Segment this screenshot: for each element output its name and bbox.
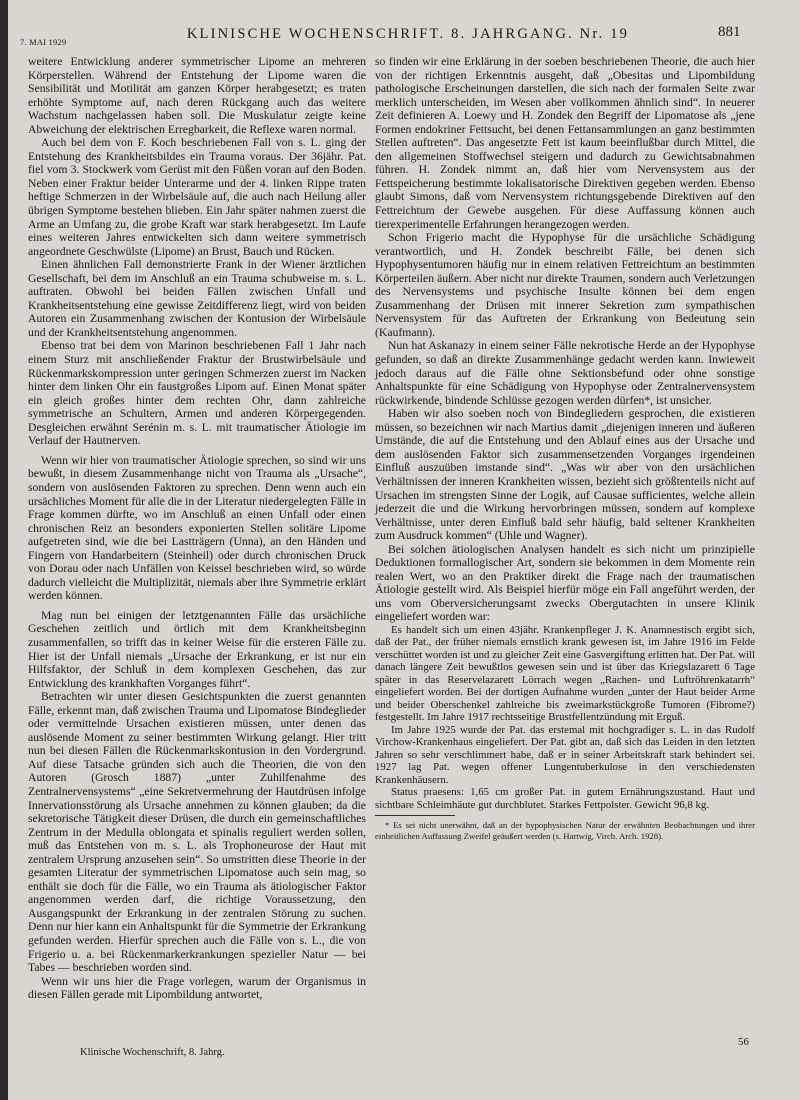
paragraph: Betrachten wir unter diesen Gesichtspunkten die zuerst genannten Fälle, erkennt man, daß zwischen Trauma und Lipomatose Bindeglieder oder vermittelnde Ursachen existieren müssen, unter denen das auslösende Moment zu seiner bestimmten Wirkung gelangt. Hier tritt nun bei diesen Fällen die Rückenmarkskontusion in den Vordergrund. Auf diese Tatsache gründen sich auch die Theorien, die von den Autoren (Grosch 1887) „unter Zuhilfenahme des Zentralnervensystems“ „eine Sekretvermehrung der Hautdrüsen infolge Innervationsstörung als Ursache annehmen zu können glauben; da die sekretorische Tätigkeit dieser Drüsen, die durch ein gemeinschaftliches Zentrum in der Medulla oblongata et spinalis reguliert werden sollen, muß das Entstehen von m. s. L. als Trophoneurose der Haut mit zentralem Ursprung anzusehen sein“. So umstritten diese Theorie in der gesamten Literatur der symmetrischen Lipomatose auch sein mag, so enthält sie doch für die Fälle, wo ein Trauma als ätiologischer Faktor angenommen werden darf, die richtige Voraussetzung, den Ausgangspunkt der Erkrankung in der zentralen Störung zu suchen. Denn nur hier kann ein Anhaltspunkt für die Symmetrie der Erkrankung gefunden werden. Hierfür sprechen auch die Fälle von s. L., die von Frigerio u. a. bei Rückenmarkerkrankungen spezieller Natur — bei Tabes — beschrieben worden sind. xyxy=(28,690,366,975)
document-page xyxy=(8,0,800,1100)
paragraph: Einen ähnlichen Fall demonstrierte Frank in der Wiener ärztlichen Gesellschaft, bei dem im Anschluß an ein Trauma schubweise m. s. L. auftraten. Obwohl bei beiden Fällen zwischen Unfall und Krankheitsentstehung eine gewisse Zeitdifferenz liegt, wird von beiden Autoren ein Zusammenhang zwischen der Kontusion der Wirbelsäule und der Krankheitsentstehung angenommen. xyxy=(28,258,366,339)
paragraph: Ebenso trat bei dem von Marinon beschriebenen Fall 1 Jahr nach einem Sturz mit anschließender Fraktur der Brustwirbelsäule und Rückenmarkskompression unter geringen Schmerzen zuerst im Nacken hinter dem linken Ohr ein faustgroßes Lipom auf. Einen Monat später ein gleich großes hinter dem rechten Ohr, dann zahlreiche symmetrische an Schultern, Armen und anderen Körpergegenden. Desgleichen erwähnt Serénin m. s. L. mit traumatischer Ätiologie im Verlauf der Hautnerven. xyxy=(28,339,366,448)
journal-header: KLINISCHE WOCHENSCHRIFT. 8. JAHRGANG. Nr. 19 xyxy=(186,26,630,42)
footer-journal: Klinische Wochenschrift, 8. Jahrg. xyxy=(80,1047,225,1058)
left-column xyxy=(28,55,366,1002)
case-report-paragraph: Es handelt sich um einen 43jähr. Krankenpfleger J. K. Anamnestisch ergibt sich, daß der Pat., der früher niemals ernstlich krank gewesen ist, im Jahre 1916 im Felde verschüttet worden ist und zu gleicher Zeit eine Gasvergiftung erlitten hat. Der Pat. will danach längere Zeit bewußtlos gewesen sein und ist über das Kriegslazarett 6 Tage später in das Reservelazarett Lörrach wegen „Rachen- und Luftröhrenkatarrh“ eingeliefert worden. Bei der dortigen Aufnahme wurden „unter der Haut beider Arme und beider Oberschenkel zahlreiche bis zweimarkstückgroße Tumoren (Fibrome?) festgestellt. Im Jahre 1917 rechtsseitige Brustfellentzündung mit Erguß. xyxy=(375,623,755,724)
paragraph: Bei solchen ätiologischen Analysen handelt es sich nicht um prinzipielle Deduktionen formallogischer Art, sondern sie bekommen in dem Momente rein realen Wert, wo an den Praktiker direkt die Frage nach der traumatischen Ätiologie gestellt wird. Als Beispiel hierfür möge ein Fall angeführt werden, der uns vom Oberversicherungsamt zwecks Obergutachten in unsere Klinik eingeliefert worden war: xyxy=(375,542,755,624)
case-report-paragraph: Status praesens: 1,65 cm großer Pat. in gutem Ernährungszustand. Haut und sichtbare Schleimhäute gut durchblutet. Starkes Fettpolster. Gewicht 96,8 kg. xyxy=(375,786,755,811)
paragraph: Auch bei dem von F. Koch beschriebenen Fall von s. L. ging der Entstehung des Krankheitsbildes ein Trauma voraus. Der 36jähr. Pat. fiel vom 3. Stockwerk vom Gerüst mit den Füßen voran auf den Boden. Neben einer Fraktur beider Unterarme und der 4. linken Rippe traten heftige Schmerzen in der Wirbelsäule auf, die auch nach Heilung aller übrigen Symptome bestehen blieben. Ein Jahr später nahmen zuerst die Arme an Umfang zu, die grobe Kraft war stark herabgesetzt. Im Laufe eines weiteren Jahres entwickelten sich dann weitere symmetrisch angeordnete Geschwülste (Lipome) an Brust, Bauch und Rücken. xyxy=(28,136,366,258)
footnote-divider xyxy=(375,815,455,816)
book-gutter xyxy=(0,0,8,1100)
paragraph: weitere Entwicklung anderer symmetrischer Lipome an mehreren Körperstellen. Während der Entstehung der Lipome waren die Sensibilität und Motilität am ganzen Körper herabgesetzt; es traten erhöhte Symptome auf, nach deren Rückgang auch das weitere Wachstum nachgelassen haben soll. Die Muskulatur zeigte keine Abweichung der elektrischen Erregbarkeit, die Reflexe waren normal. xyxy=(28,55,366,136)
issue-date: 7. MAI 1929 xyxy=(20,37,67,47)
right-column xyxy=(375,55,755,842)
paragraph: Haben wir also soeben noch von Bindegliedern gesprochen, die existieren müssen, so bezeichnen wir nach Martius damit „diejenigen inneren und äußeren Umstände, die auf die Entstehung und den Ablauf eines aus der Ursache und dem auslösenden Faktor sich zusammensetzenden Vorganges irgendeinen Einfluß auszuüben imstande sind“. „Was wir aber von den ursächlichen Verhältnissen der inneren Krankheiten wissen, bezieht sich größtenteils nicht auf Ursachen im strengsten Sinne der Logik, auf Causae sufficientes, welche allein jederzeit die und die Wirkung hervorbringen müssen, sondern auf komplexe Verhältnisse, unter deren Einfluß bald sehr häufig, bald seltener Krankheiten zum Ausdruck kommen“ (Uhle und Wagner). xyxy=(375,407,755,543)
paragraph: Mag nun bei einigen der letztgenannten Fälle das ursächliche Geschehen zeitlich und örtlich mit dem Krankheitsbeginn zusammenfallen, so trifft das in keiner Weise für die ersteren Fälle zu. Hier ist der Unfall niemals „Ursache der Erkrankung, er ist nur ein Hilfsfaktor, der Schluß in dem komplexen Geschehen, das zur Entwicklung des krankhaften Vorganges führt“. xyxy=(28,608,366,690)
paragraph: Wenn wir hier von traumatischer Ätiologie sprechen, so sind wir uns bewußt, in diesem Zusammenhange nicht von Trauma als „Ursache“, sondern von auslösenden Faktoren zu sprechen. Denn wenn auch ein ursächliches Moment für alle die in der Literatur niedergelegten Fälle in Frage kommen dürfte, wo im Anschluß an einen Unfall oder einen chronischen Reiz an besonders exponierten Stellen solitäre Lipome aufgetreten sind, wie die bei Lastträgern (Unna), an den Händen und Fingern von Handarbeitern (Steinheil) oder durch chronischen Druck von Dorau oder nach Unfällen von Keissel beschrieben wird, so würde dadurch vielleicht die Multiplizität, niemals aber ihre Symmetrie erklärt werden können. xyxy=(28,453,366,603)
paragraph: Schon Frigerio macht die Hypophyse für die ursächliche Schädigung verantwortlich, und H. Zondek beschreibt Fälle, bei denen sich Hypophysentumoren häufig nur in einem relativen Fettreichtum an bestimmten Körperteilen äußern. Aber nicht nur direkte Traumen, sondern auch Verletzungen des Nervensystems und psychische Insulte können bei dem engen Zusammenhang der Drüsen mit innerer Sekretion zum sympathischen Nervensystem für das Auftreten der Erkrankung von Bedeutung sein (Kaufmann). xyxy=(375,231,755,339)
case-report-paragraph: Im Jahre 1925 wurde der Pat. das erstemal mit hochgradiger s. L. in das Rudolf Virchow-Krankenhaus eingeliefert. Der Pat. gibt an, daß sich das Leiden in den letzten Jahren so sehr verschlimmert habe, daß er in seiner Arbeitskraft stark behindert sei. 1927 lag Pat. wegen offener Lungentuberkulose in den verschiedensten Krankenhäusern. xyxy=(375,723,755,786)
paragraph: Nun hat Askanazy in einem seiner Fälle nekrotische Herde an der Hypophyse gefunden, so daß an direkte Zusammenhänge gedacht werden kann. Inwieweit jedoch daraus auf die Fälle ohne Sektionsbefund oder ohne sonstige Anhaltspunkte für eine Schädigung von Hypophyse oder Zentralnervensystem rückwirkende, bindende Schlüsse gezogen werden dürfen*, ist unsicher. xyxy=(375,339,755,407)
sheet-number: 56 xyxy=(738,1036,749,1048)
footnote: * Es sei nicht unerwähnt, daß an der hypophysischen Natur der erwähnten Beobachtungen und ihrer einheitlichen Auffassung Zweifel geäußert werden (s. Hartwig, Virch. Arch. 1928). xyxy=(375,820,755,842)
paragraph: so finden wir eine Erklärung in der soeben beschriebenen Theorie, die auch hier von der richtigen Erkenntnis ausgeht, daß „Obesitas und Lipombildung pathologische Erscheinungen darstellen, die sich nach der formalen Seite zwar merklich unterscheiden, im Wesen aber vollkommen ähnlich sind“. In neuerer Zeit definieren A. Loewy und H. Zondek den Begriff der Lipomatose als „jene Formen endokriner Fettsucht, bei denen Fettansammlungen an ganz bestimmten Stellen auftreten“. Das angesetzte Fett ist kaum beeinflußbar durch Mittel, die den allgemeinen Stoffwechsel steigern und dadurch zu Gewichtsabnahmen führen. H. Zondek nimmt an, daß hier vom Nervensystem aus der Fettspeicherung bestimmte lokalisatorische Direktiven gegeben werden. Ebenso glaubt Simons, daß vom Nervensystem richtungsgebende Direktiven auf den Fettreichtum der Gewebe ausgehen. Für diese Auffassung können auch tierexperimentelle Erfahrungen herangezogen werden. xyxy=(375,55,755,231)
page-number: 881 xyxy=(718,24,741,40)
paragraph: Wenn wir uns hier die Frage vorlegen, warum der Organismus in diesen Fällen gerade mit Lipombildung antwortet, xyxy=(28,974,366,1002)
